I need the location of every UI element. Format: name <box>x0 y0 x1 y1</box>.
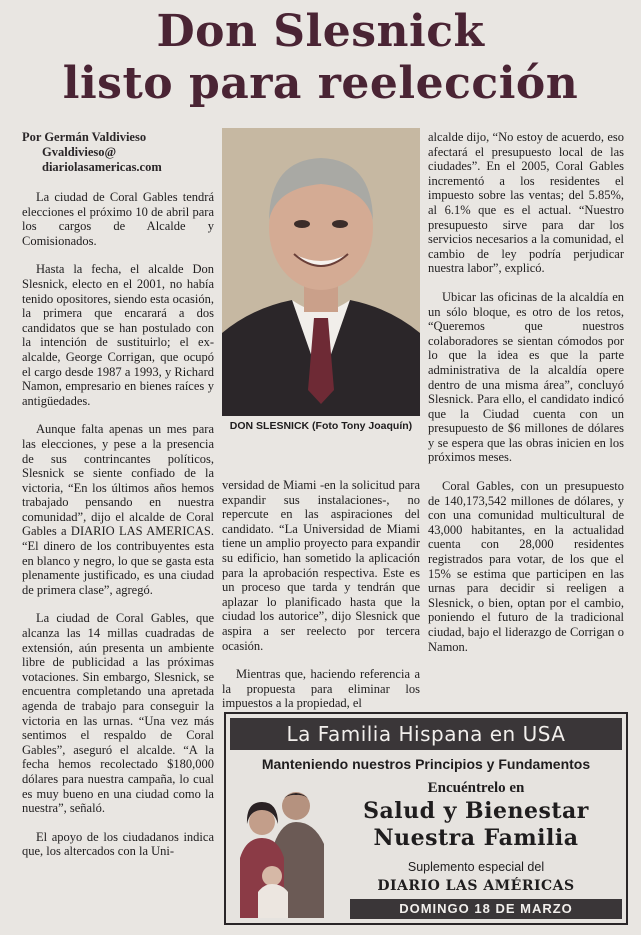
article-column-3 <box>428 130 624 710</box>
ad-date: DOMINGO 18 DE MARZO <box>350 899 622 919</box>
paragraph: Hasta la fecha, el alcalde Don Slesnick, electo en el 2001, no había tenido opositores, siendo esta ocasión, la primera que encarará a dos candidatos que se han postulado con la intención de sustituirlo; el ex-alcalde, George Corrigan, que ocupó el cargo desde 1987 a 1993, y Richard Namon, empresario en bienes raíces y antigüedades. <box>22 262 214 408</box>
paragraph: La ciudad de Coral Gables, que alcanza las 14 millas cuadradas de extensión, aún presenta un ambiente libre de publicidad a las próximas votaciones. Sin embargo, Slesnick, se encuentra completando una apretada agenda de trabajo para conseguir la victoria en las urnas. “Una vez más sentimos el respaldo de Coral Gables”, aseguró el alcalde. “A la fecha hemos recolectado $180,000 dólares para nuestra campaña, lo cual es muy bueno en una ciudad como la nuestra”, señaló. <box>22 611 214 816</box>
ad-headline-line-2: Nuestra Familia <box>373 825 579 851</box>
ad-title: La Familia Hispana en USA <box>230 718 622 750</box>
byline-author: Por Germán Valdivieso <box>22 130 147 144</box>
article-headline <box>0 6 641 110</box>
byline-domain: diariolasamericas.com <box>42 160 162 174</box>
ad-promo: Encuéntrelo en <box>427 780 525 796</box>
ad-subtitle: Suplemento especial del <box>407 860 545 874</box>
paragraph: Aunque falta apenas un mes para las elecciones, y pese a la presencia de sus contrincantes políticos, Slesnick se siente confiado de la victoria, “En los últimos años hemos trabajado pensando en nuestra comunidad”, dijo el alcalde de Coral Gables a DIARIO LAS AMERICAS. “El dinero de los contribuyentes esta en blanco y negro, lo que se gasta esta plenamente justificado, es una ciudad de primera clase”, agregó. <box>22 422 214 597</box>
family-photo <box>232 784 330 918</box>
candidate-photo <box>222 128 420 416</box>
advertisement <box>224 712 628 925</box>
article-column-2 <box>222 478 420 711</box>
headline-line-2: listo para reelección <box>62 58 579 109</box>
ad-headline <box>330 798 622 852</box>
paragraph: Coral Gables, con un presupuesto de 140,173,542 millones de dólares, y con una comunidad multicultural de 43,000 habitantes, en la actualidad cuenta con 28,000 residentes registrados para votar, de los que el 15% se estima que participen en las urnas para decidir si reeligen a Slesnick, o bien, optan por el cambio, poniendo el futuro de la tradicional ciudad, bajo el liderazgo de Corrigan o Namon. <box>428 479 624 654</box>
headline-line-1: Don Slesnick <box>156 6 485 57</box>
ad-headline-line-1: Salud y Bienestar <box>363 798 589 824</box>
article-column-1 <box>22 190 214 935</box>
photo-caption: DON SLESNICK (Foto Tony Joaquín) <box>229 420 413 432</box>
family-illustration <box>232 784 330 918</box>
ad-tagline: Manteniendo nuestros Principios y Fundamentos <box>261 756 591 772</box>
byline-email: Gvaldivieso@ <box>42 145 117 159</box>
paragraph: La ciudad de Coral Gables tendrá elecciones el próximo 10 de abril para los cargos de Alcalde y Comisionados. <box>22 190 214 248</box>
paragraph: El apoyo de los ciudadanos indica que, los altercados con la Uni- <box>22 829 214 859</box>
paragraph: versidad de Miami -en la solicitud para expandir sus instalaciones-, no repercute en las aspiraciones del candidato. “La Universidad de Miami tiene un amplio proyecto para expandir su edificio, han sometido la aplicación para la aprobación respectiva. Este es un proceso que tarda y tendrán que aplazar lo planificado hasta que la ciudad los autorice”, dijo Slesnick que aspira a ser reelecto por tercera ocasión. <box>222 478 420 653</box>
byline <box>22 130 212 175</box>
paragraph: Ubicar las oficinas de la alcaldía en un sólo bloque, es otro de los retos, “Queremos que nuestros colaboradores se sientan cómodos por lo que la idea es que la parte administrativa de la alcaldía opere dentro de una misma área”, concluyó Slesnick. Para ello, el candidato indicó que la Ciudad cuenta con un presupuesto de $6 millones de dólares y se espera que las obras inicien en los próximos meses. <box>428 289 624 465</box>
paragraph: alcalde dijo, “No estoy de acuerdo, eso afectará el presupuesto local de las ciudades”. En el 2005, Coral Gables incrementó a los residentes el impuesto sobre las ventas; del 5.85%, al 6.1% que es el actual. “Nuestro presupuesto sirve para dar los servicios necesarios a la comunidad, el cambio de ley podría perjudicar nuestra labor”, explicó. <box>428 130 624 276</box>
paragraph: Mientras que, haciendo referencia a la propuesta para eliminar los impuestos a la propiedad, el <box>222 667 420 711</box>
portrait-illustration <box>222 128 420 416</box>
ad-brand-logo: DIARIO LAS AMÉRICAS <box>377 878 575 894</box>
